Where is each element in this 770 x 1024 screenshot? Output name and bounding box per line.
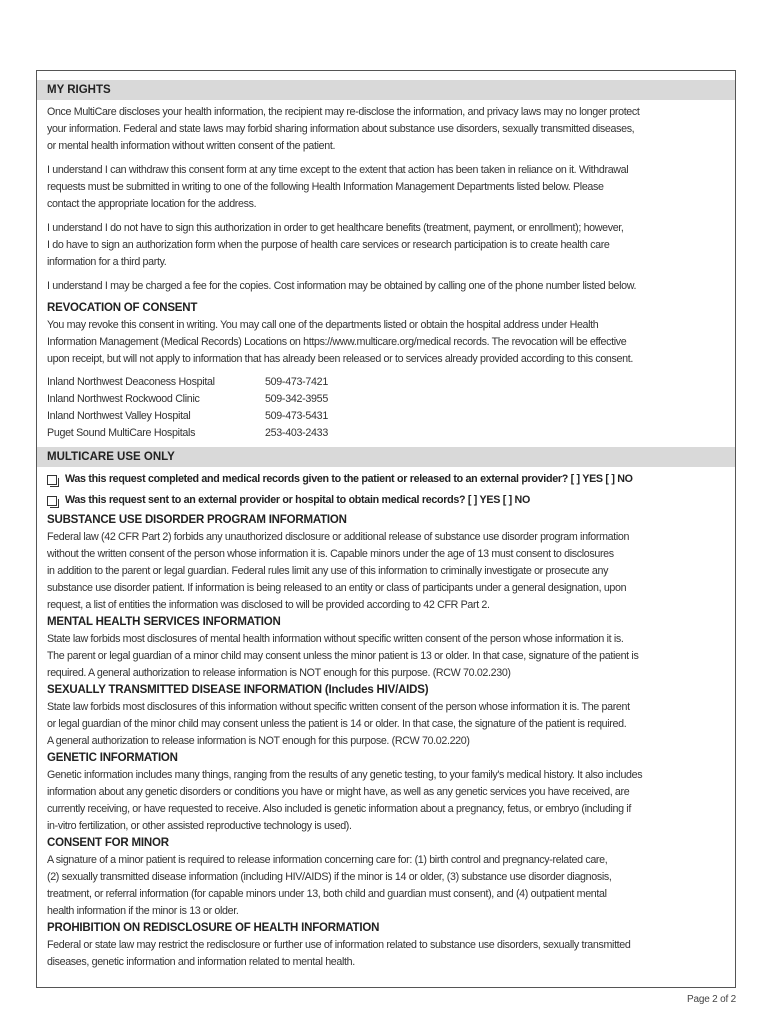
text-line: or mental health information without written consent of the patient.: [47, 140, 336, 152]
prohibition-heading: PROHIBITION ON REDISCLOSURE OF HEALTH INFORMATION: [47, 922, 380, 934]
question-records-released-text: Was this request completed and medical records given to the patient or released to an external provider? [ ] YES [ ] NO: [65, 473, 633, 485]
checkbox-icon[interactable]: [47, 475, 57, 485]
hospital-name: Inland Northwest Deaconess Hospital: [47, 376, 215, 388]
hospital-row: [47, 408, 328, 425]
revocation-heading: REVOCATION OF CONSENT: [47, 302, 198, 314]
text-line: diseases, genetic information and information related to mental health.: [47, 956, 355, 968]
hospital-contact-table: [47, 374, 328, 442]
text-line: Federal law (42 CFR Part 2) forbids any unauthorized disclosure or additional release of substance use disorder program information: [47, 531, 630, 543]
text-line: You may revoke this consent in writing. You may call one of the departments listed or obtain the hospital address under Health: [47, 319, 599, 331]
text-line: A signature of a minor patient is required to release information concerning care for: (1) birth control and pregnancy-related care,: [47, 854, 608, 866]
text-line: information about any genetic disorders or conditions you have or might have, as well as any genetic services you have received, are: [47, 786, 630, 798]
text-line: I understand I do not have to sign this authorization in order to get healthcare benefits (treatment, payment, or enrollment); however,: [47, 222, 624, 234]
text-line: A general authorization to release information is NOT enough for this purpose. (RCW 70.02.220): [47, 735, 470, 747]
text-line: treatment, or referral information (for capable minors under 13, both child and guardian must consent), and (4) outpatient mental: [47, 888, 607, 900]
checkbox-icon[interactable]: [47, 496, 57, 506]
hospital-row: [47, 425, 328, 442]
hospital-phone: 253-403-2433: [265, 427, 328, 439]
text-line: The parent or legal guardian of a minor child may consent unless the minor patient is 13 or older. In that case, signature of the patient is: [47, 650, 639, 662]
mental-heading: MENTAL HEALTH SERVICES INFORMATION: [47, 616, 281, 628]
hospital-row: [47, 391, 328, 408]
text-line: Genetic information includes many things, ranging from the results of any genetic testing, to your family's medical history. It also includes: [47, 769, 643, 781]
mental-paragraph: [47, 631, 725, 682]
genetic-heading: GENETIC INFORMATION: [47, 752, 178, 764]
my-rights-paragraph-2: [47, 162, 725, 213]
substance-paragraph: [47, 529, 725, 614]
hospital-name: Inland Northwest Valley Hospital: [47, 410, 191, 422]
text-line: Federal or state law may restrict the redisclosure or further use of information related to substance use disorders, sexually transmitted: [47, 939, 631, 951]
text-line: Once MultiCare discloses your health information, the recipient may re-disclose the information, and privacy laws may no longer protect: [47, 106, 640, 118]
question-request-sent-text: Was this request sent to an external provider or hospital to obtain medical records? [ ] YES [ ] NO: [65, 494, 530, 506]
minor-paragraph: [47, 852, 725, 920]
revocation-paragraph: [47, 317, 725, 368]
prohibition-paragraph: [47, 937, 725, 971]
text-line: I understand I may be charged a fee for the copies. Cost information may be obtained by calling one of the phone number listed below.: [47, 280, 637, 292]
text-line: I understand I can withdraw this consent form at any time except to the extent that action has been taken in reliance on it. Withdrawal: [47, 164, 629, 176]
text-line: in addition to the parent or legal guardian. Federal rules limit any use of this information to criminally investigate or prosecute any: [47, 565, 609, 577]
my-rights-section: [37, 100, 735, 442]
text-line: upon receipt, but will not apply to information that has already been released or to services already provided according to this consent.: [47, 353, 633, 365]
minor-heading: CONSENT FOR MINOR: [47, 837, 169, 849]
hospital-phone: 509-342-3955: [265, 393, 328, 405]
hospital-row: [47, 374, 328, 391]
text-line: (2) sexually transmitted disease information (including HIV/AIDS) if the minor is 14 or older, (3) substance use disorder diagnosis,: [47, 871, 612, 883]
substance-heading: SUBSTANCE USE DISORDER PROGRAM INFORMATION: [47, 514, 347, 526]
text-line: Information Management (Medical Records) Locations on https://www.multicare.org/medical records. The revocation will be effective: [47, 336, 627, 348]
form-page: [36, 70, 736, 988]
question-request-sent[interactable]: [47, 492, 725, 509]
section-header-multicare-use: MULTICARE USE ONLY: [37, 447, 735, 467]
text-line: health information if the minor is 13 or older.: [47, 905, 239, 917]
page-number: Page 2 of 2: [687, 994, 736, 1005]
genetic-paragraph: [47, 767, 725, 835]
section-header-my-rights: MY RIGHTS: [37, 80, 735, 100]
hospital-name: Puget Sound MultiCare Hospitals: [47, 427, 196, 439]
text-line: required. A general authorization to release information is NOT enough for this purpose. (RCW 70.02.230): [47, 667, 511, 679]
question-records-released[interactable]: [47, 471, 725, 488]
hospital-name: Inland Northwest Rockwood Clinic: [47, 393, 200, 405]
text-line: requests must be submitted in writing to one of the following Health Information Management Departments listed below. Please: [47, 181, 604, 193]
text-line: substance use disorder patient. If information is being released to an entity or class of participants under a general designation, upon: [47, 582, 627, 594]
text-line: information for a third party.: [47, 256, 167, 268]
text-line: request, a list of entities the information was disclosed to will be provided according to 42 CFR Part 2.: [47, 599, 490, 611]
text-line: without the written consent of the person whose information it is. Capable minors under the age of 13 must consent to disclosures: [47, 548, 614, 560]
text-line: your information. Federal and state laws may forbid sharing information about substance use disorders, sexually transmitted diseases,: [47, 123, 635, 135]
text-line: State law forbids most disclosures of this information without specific written consent of the person whose information it is. The parent: [47, 701, 630, 713]
std-paragraph: [47, 699, 725, 750]
my-rights-paragraph-1: [47, 104, 725, 155]
text-line: State law forbids most disclosures of mental health information without specific written consent of the person whose information it is.: [47, 633, 624, 645]
multicare-use-section: [37, 471, 735, 971]
hospital-phone: 509-473-5431: [265, 410, 328, 422]
text-line: I do have to sign an authorization form when the purpose of health care services or research participation is to create health care: [47, 239, 610, 251]
text-line: contact the appropriate location for the address.: [47, 198, 257, 210]
std-heading: SEXUALLY TRANSMITTED DISEASE INFORMATION (Includes HIV/AIDS): [47, 684, 429, 696]
my-rights-paragraph-4: [47, 278, 725, 295]
text-line: in-vitro fertilization, or other assisted reproductive technology is used).: [47, 820, 352, 832]
text-line: or legal guardian of the minor child may consent unless the patient is 14 or older. In that case, the signature of the patient is required.: [47, 718, 627, 730]
hospital-phone: 509-473-7421: [265, 376, 328, 388]
my-rights-paragraph-3: [47, 220, 725, 271]
text-line: currently receiving, or have requested to receive. Also included is genetic information about a pregnancy, fetus, or embryo (including if: [47, 803, 631, 815]
